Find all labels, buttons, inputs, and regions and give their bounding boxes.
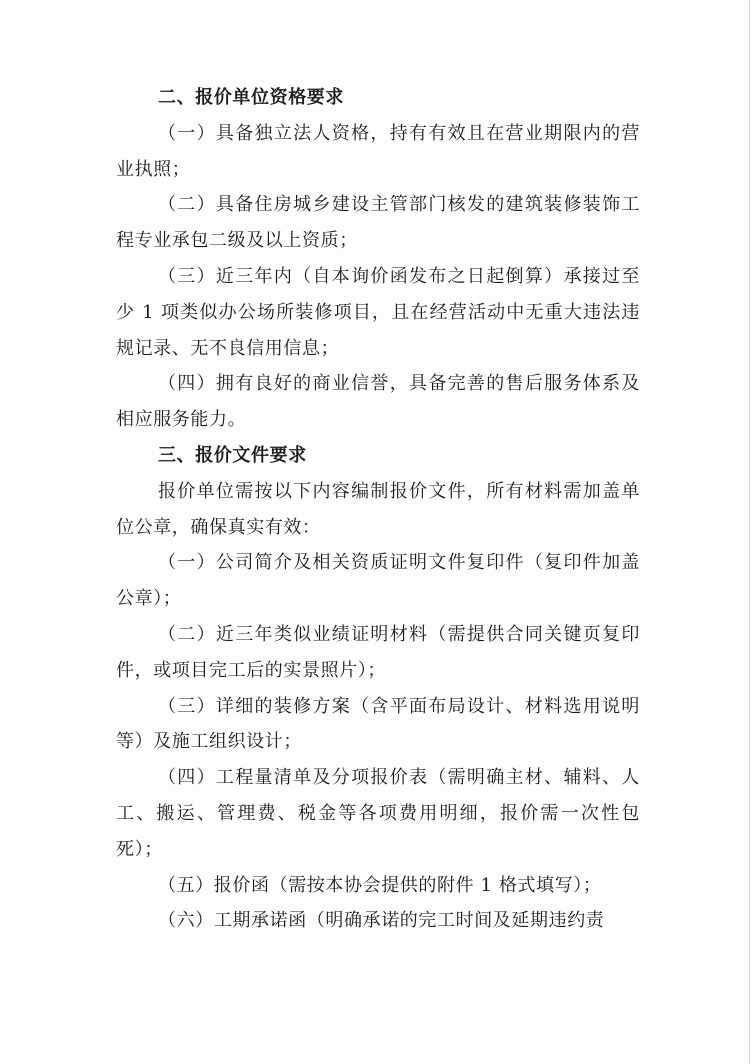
quote-document-item-5: （五）报价函（需按本协会提供的附件 1 格式填写）； (158, 874, 602, 896)
section-heading-quote-documents: 三、报价文件要求 (158, 444, 307, 466)
quote-document-item-3: （三）详细的装修方案（含平面布局设计、材料选用说明等）及施工组织设计； (116, 695, 640, 753)
quote-document-item-4: （四）工程量清单及分项报价表（需明确主材、辅料、人工、搬运、管理费、税金等各项费用明细，报价需一次性包死）； (116, 767, 640, 860)
document-body (116, 80, 640, 939)
qualification-item-1: （一）具备独立法人资格，持有有效且在营业期限内的营业执照； (116, 122, 640, 180)
section-heading-qualifications: 二、报价单位资格要求 (158, 87, 344, 108)
quote-document-item-2: （二）近三年类似业绩证明材料（需提供合同关键页复印件，或项目完工后的实景照片）； (116, 623, 640, 681)
quote-document-item-1: （一）公司简介及相关资质证明文件复印件（复印件加盖公章）； (116, 552, 640, 610)
page-edge-line (749, 0, 750, 1064)
quote-document-item-6: （六）工期承诺函（明确承诺的完工时间及延期违约责 (158, 910, 605, 932)
quote-documents-intro: 报价单位需按以下内容编制报价文件，所有材料需加盖单位公章，确保真实有效： (116, 480, 640, 538)
qualification-item-4: （四）拥有良好的商业信誉，具备完善的售后服务体系及相应服务能力。 (116, 373, 640, 431)
qualification-item-3: （三）近三年内（自本询价函发布之日起倒算）承接过至少 1 项类似办公场所装修项目，且在经营活动中无重大违法违规记录、无不良信用信息； (116, 265, 640, 359)
qualification-item-2: （二）具备住房城乡建设主管部门核发的建筑装修装饰工程专业承包二级及以上资质； (116, 194, 640, 252)
